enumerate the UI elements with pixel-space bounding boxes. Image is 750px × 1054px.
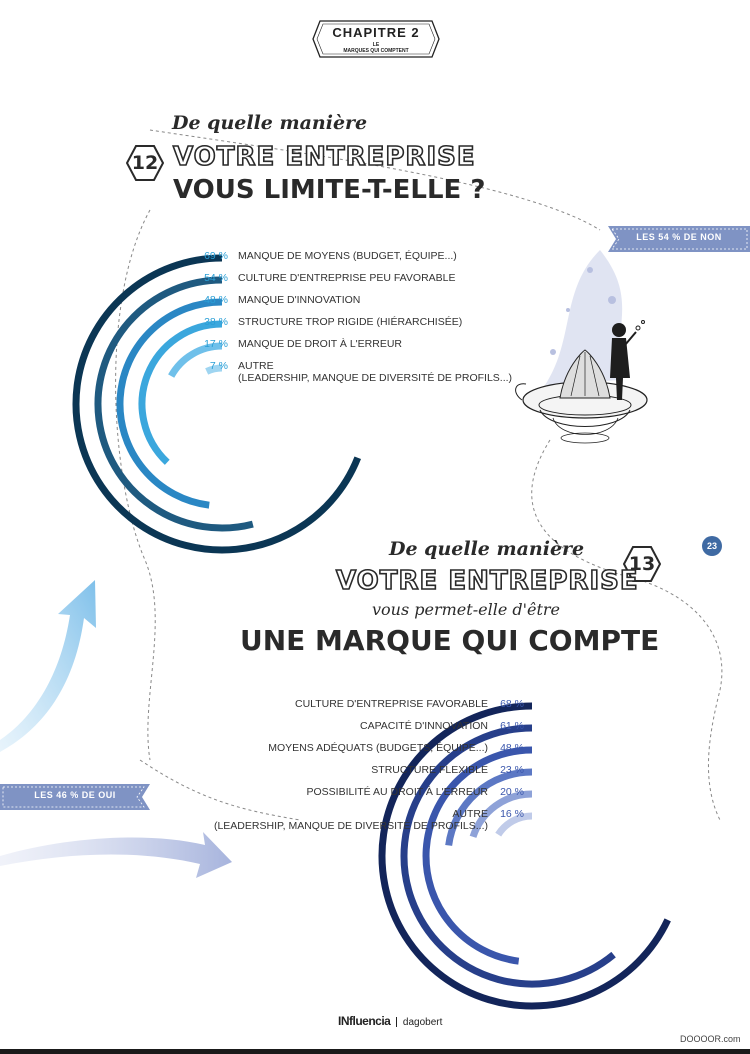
category-label: CAPACITÉ D'INNOVATION (359, 720, 488, 732)
page-number: 23 (702, 536, 722, 556)
category-label: MANQUE D'INNOVATION (238, 294, 361, 306)
chart-label-row (202, 742, 532, 758)
value-label: 7 % (209, 360, 228, 372)
value-label: 17 % (204, 338, 228, 350)
section2-line3: vous permet-elle d'être (372, 600, 561, 619)
footer-brand: dagobert (402, 1017, 443, 1028)
category-label: STRUCTURE FLEXIBLE (371, 764, 488, 776)
value-label: 23 % (500, 764, 524, 776)
value-label: 69 % (204, 250, 228, 262)
bottom-bar (0, 1049, 750, 1054)
ribbon-oui (0, 782, 150, 812)
footer-logo: INfluencia (338, 1014, 391, 1028)
category-label: POSSIBILITÉ AU DROIT À L'ERREUR (306, 786, 488, 798)
value-label: 61 % (500, 720, 524, 732)
section1-line3: VOUS LIMITE-T-ELLE ? (173, 175, 486, 205)
value-label: 48 % (500, 742, 524, 754)
value-label: 38 % (204, 316, 228, 328)
category-label: MANQUE DE DROIT À L'ERREUR (238, 338, 403, 350)
category-label: STRUCTURE TROP RIGIDE (HIÉRARCHISÉE) (238, 316, 463, 328)
chart-label-row (202, 764, 532, 780)
chart-label-row (202, 808, 532, 832)
section2-line4: UNE MARQUE QUI COMPTE (240, 624, 660, 657)
value-label: 54 % (204, 272, 228, 284)
value-label: 16 % (500, 808, 524, 820)
value-label: 48 % (204, 294, 228, 306)
footer (338, 1014, 442, 1030)
section1-line1: De quelle manière (172, 112, 368, 134)
chart-label-row (202, 720, 532, 736)
chapter-sub: LE (372, 42, 380, 48)
value-label: 20 % (500, 786, 524, 798)
category-label: MOYENS ADÉQUATS (BUDGETS, ÉQUIPE...) (268, 742, 488, 754)
chart-label-row (202, 786, 532, 802)
category-label: MANQUE DE MOYENS (BUDGET, ÉQUIPE...) (238, 250, 457, 262)
section1-line2: VOTRE ENTREPRISE (173, 142, 476, 172)
watermark: DOOOOR.com (680, 1034, 741, 1044)
value-label: 68 % (500, 698, 524, 710)
chapter-sub: MARQUES QUI COMPTENT (343, 48, 409, 54)
section2-line1: De quelle manière (389, 538, 585, 560)
section2-line2: VOTRE ENTREPRISE (336, 566, 639, 596)
section1-number: 12 (131, 152, 159, 174)
category-label: CULTURE D'ENTREPRISE FAVORABLE (295, 698, 488, 710)
chapter-label: CHAPITRE 2 (332, 25, 420, 40)
section2-number: 13 (628, 553, 656, 575)
radial-bar (426, 750, 532, 961)
category-label: AUTRE (LEADERSHIP, MANQUE DE DIVERSITÉ DE PROFILS...) (238, 360, 513, 384)
category-label: AUTRE (LEADERSHIP, MANQUE DE DIVERSITÉ DE PROFILS...) (213, 808, 488, 832)
category-label: CULTURE D'ENTREPRISE PEU FAVORABLE (238, 272, 456, 284)
ribbon-label: LES 46 % DE OUI (34, 790, 116, 800)
chart-label-row (202, 698, 532, 714)
ribbon-label: LES 54 % DE NON (636, 232, 722, 242)
footer-divider (396, 1017, 397, 1027)
